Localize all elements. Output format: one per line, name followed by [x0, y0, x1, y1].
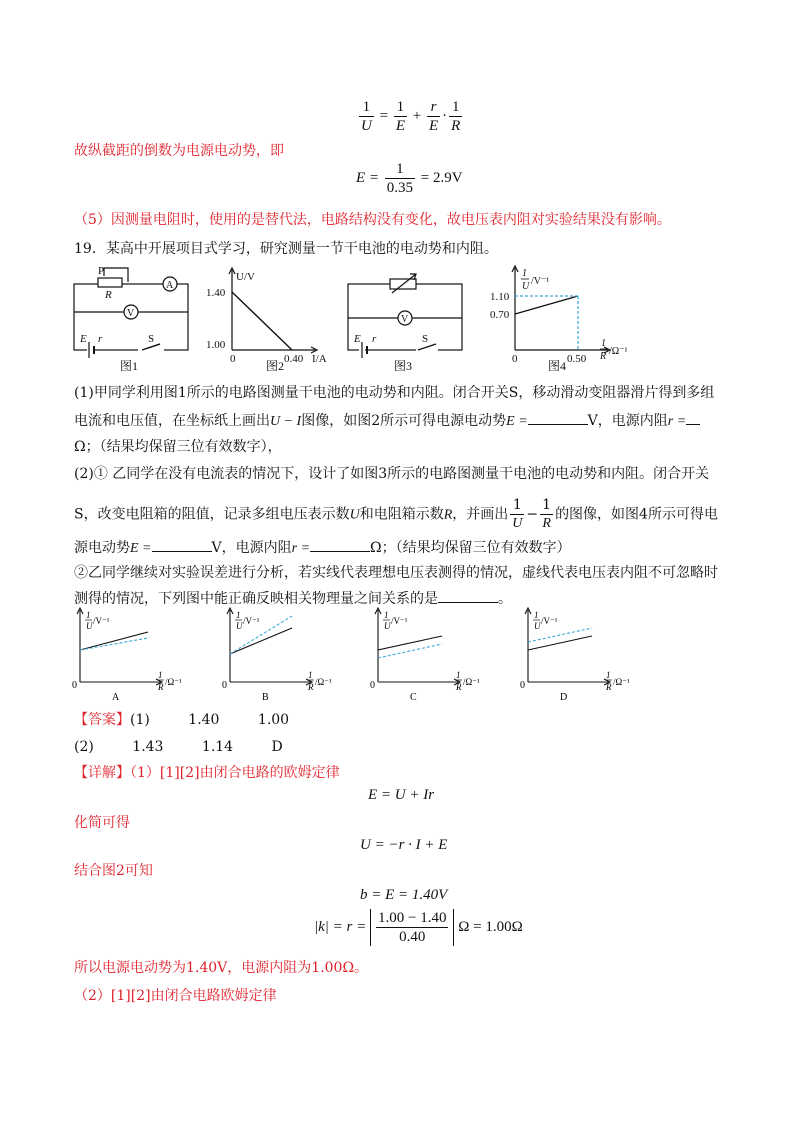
part2-line5: 测得的情况，下列图中能正确反映相关物理量之间关系的是 。 — [74, 588, 512, 609]
fig4-xunit: /Ω⁻¹ — [609, 346, 628, 357]
svg-text:1: 1 — [601, 338, 606, 349]
figures-row — [60, 262, 660, 377]
equation-u-i: U = −r · I + E — [360, 837, 448, 853]
fig3-label-r: r — [372, 333, 377, 345]
fig3-label-s: S — [422, 333, 429, 345]
svg-text:U: U — [522, 281, 530, 292]
svg-text:/V⁻¹: /V⁻¹ — [541, 616, 558, 626]
answer-line1: 【答案】(1) 1.40 1.00 — [74, 712, 290, 728]
svg-text:/V⁻¹: /V⁻¹ — [243, 616, 260, 626]
fig4-origin: 0 — [512, 353, 518, 365]
fig1-label-p: P — [98, 265, 105, 277]
blank-emf-2[interactable] — [152, 537, 212, 552]
svg-text:1: 1 — [606, 670, 611, 680]
fig2-ylabel: U/V — [236, 271, 255, 283]
svg-text:R: R — [600, 351, 607, 362]
fig4-yunit: /V⁻¹ — [531, 276, 550, 287]
question-19: 19．某高中开展项目式学习，研究测量一节干电池的电动势和内阻。 — [74, 241, 498, 257]
part2-line4: ②乙同学继续对实验误差进行分析，若实线代表理想电压表测得的情况，虚线代表电压表内阻不可忽略时 — [74, 565, 718, 581]
fig4-y-top: 1.10 — [490, 291, 510, 303]
fig4-x-end: 0.50 — [567, 353, 587, 365]
blank-choice[interactable] — [438, 588, 498, 603]
part2-line1: (2)① 乙同学在没有电流表的情况下，设计了如图3所示的电路图测量干电池的电动势和内阻。闭合开关 — [74, 466, 710, 482]
part1-line1: (1)甲同学利用图1所示的电路图测量干电池的电动势和内阻。闭合开关S，移动滑动变阻器滑片得到多组 — [74, 385, 715, 401]
fig1-label-r: R — [105, 289, 112, 301]
equation-emf: E = $\frac{1}{0.35}$ = 2.9V — [356, 161, 463, 196]
svg-text:U: U — [534, 621, 541, 631]
option-d-graph — [520, 608, 630, 703]
fig2-x-end: 0.40 — [284, 353, 304, 365]
svg-text:U: U — [86, 621, 93, 631]
detail-simplify: 化简可得 — [74, 815, 130, 831]
option-graphs — [60, 604, 660, 704]
svg-text:1: 1 — [534, 610, 539, 620]
option-a-label: A — [112, 692, 120, 703]
svg-text:/Ω⁻¹: /Ω⁻¹ — [165, 677, 182, 687]
option-c-label: C — [410, 692, 417, 703]
svg-text:1: 1 — [384, 610, 389, 620]
fig1-voltmeter: V — [127, 308, 135, 319]
svg-text:R: R — [308, 682, 314, 692]
fig1-label-s: S — [148, 333, 155, 345]
fig3-label-e: E — [354, 333, 361, 345]
svg-text:/V⁻¹: /V⁻¹ — [391, 616, 408, 626]
blank-r-2[interactable] — [310, 537, 370, 552]
svg-text:1: 1 — [86, 610, 91, 620]
part1-line2: 电流和电压值，在坐标纸上画出U − I图像，如图2所示可得电源电动势E = V，电源内阻r = — [74, 410, 700, 432]
svg-text:/Ω⁻¹: /Ω⁻¹ — [613, 677, 630, 687]
text-intercept: 故纵截距的倒数为电源电动势，即 — [74, 143, 284, 159]
svg-text:/Ω⁻¹: /Ω⁻¹ — [463, 677, 480, 687]
fig1-caption: 图1 — [120, 359, 139, 373]
svg-text:U: U — [384, 621, 391, 631]
blank-emf-1[interactable] — [528, 410, 588, 425]
detail-conclusion: 所以电源电动势为1.40V，电源内阻为1.00Ω。 — [74, 960, 369, 976]
detail-combine: 结合图2可知 — [74, 863, 153, 879]
svg-text:/V⁻¹: /V⁻¹ — [93, 616, 110, 626]
blank-r-1[interactable] — [686, 410, 700, 425]
part2-line3: 源电动势E = V，电源内阻r = Ω；（结果均保留三位有效数字） — [74, 537, 571, 559]
fig4-y-mid: 0.70 — [490, 309, 510, 321]
part1-line3: Ω；（结果均保留三位有效数字）， — [74, 439, 282, 455]
option-b-label: B — [262, 692, 269, 703]
fig3-caption: 图3 — [394, 359, 413, 373]
equation-slope: |k| = r = $\frac{1.00 - 1.40}{0.40}$ Ω = 1.00Ω — [314, 910, 523, 945]
equation-intercept: b = E = 1.40V — [360, 887, 448, 903]
fig2-xlabel: I/A — [312, 353, 327, 365]
svg-text:1: 1 — [236, 610, 241, 620]
detail-line1: 【详解】（1）[1][2]由闭合电路的欧姆定律 — [74, 765, 340, 781]
svg-text:0: 0 — [370, 680, 375, 691]
option-b-graph — [222, 608, 332, 703]
fig1-label-e: E — [80, 333, 87, 345]
svg-text:0: 0 — [72, 680, 77, 691]
svg-text:1: 1 — [308, 670, 313, 680]
fig2-y-top: 1.40 — [206, 287, 226, 299]
fig1-ammeter: A — [166, 280, 174, 291]
svg-text:0: 0 — [222, 680, 227, 691]
svg-text:/Ω⁻¹: /Ω⁻¹ — [315, 677, 332, 687]
svg-text:R: R — [158, 682, 164, 692]
note-part5: （5）因测量电阻时，使用的是替代法，电路结构没有变化，故电压表内阻对实验结果没有影响。 — [74, 212, 671, 228]
fig2-origin: 0 — [230, 353, 236, 365]
equation-inverse-u: $\frac{1}{U}$ = $\frac{1}{E}$ + $\frac{r}{E}$ · $\frac{1}{R}$ — [361, 99, 461, 134]
svg-text:R: R — [456, 682, 462, 692]
svg-text:0: 0 — [520, 680, 525, 691]
fig4-caption: 图4 — [548, 359, 567, 373]
option-c-graph — [370, 608, 480, 703]
answer-line2: (2) 1.43 1.14 D — [74, 739, 283, 755]
svg-text:1: 1 — [522, 268, 527, 279]
option-a-graph — [72, 608, 182, 703]
detail-line2: （2）[1][2]由闭合电路欧姆定律 — [74, 988, 277, 1004]
equation-ohm: E = U + Ir — [368, 787, 435, 803]
option-d-label: D — [560, 692, 568, 703]
svg-text:U: U — [236, 621, 243, 631]
fig1-label-r-int: r — [98, 333, 103, 345]
svg-text:1: 1 — [158, 670, 163, 680]
svg-text:1: 1 — [456, 670, 461, 680]
svg-text:R: R — [606, 682, 612, 692]
fig2-y-bottom: 1.00 — [206, 339, 226, 351]
fig3-voltmeter: V — [401, 314, 409, 325]
part2-line2: S，改变电阻箱的阻值，记录多组电压表示数U和电阻箱示数R，并画出 $\frac{1}{U}$ − $\frac{1}{R}$ 的图像，如图4所示可得电 — [74, 497, 718, 531]
fig2-caption: 图2 — [266, 359, 285, 373]
